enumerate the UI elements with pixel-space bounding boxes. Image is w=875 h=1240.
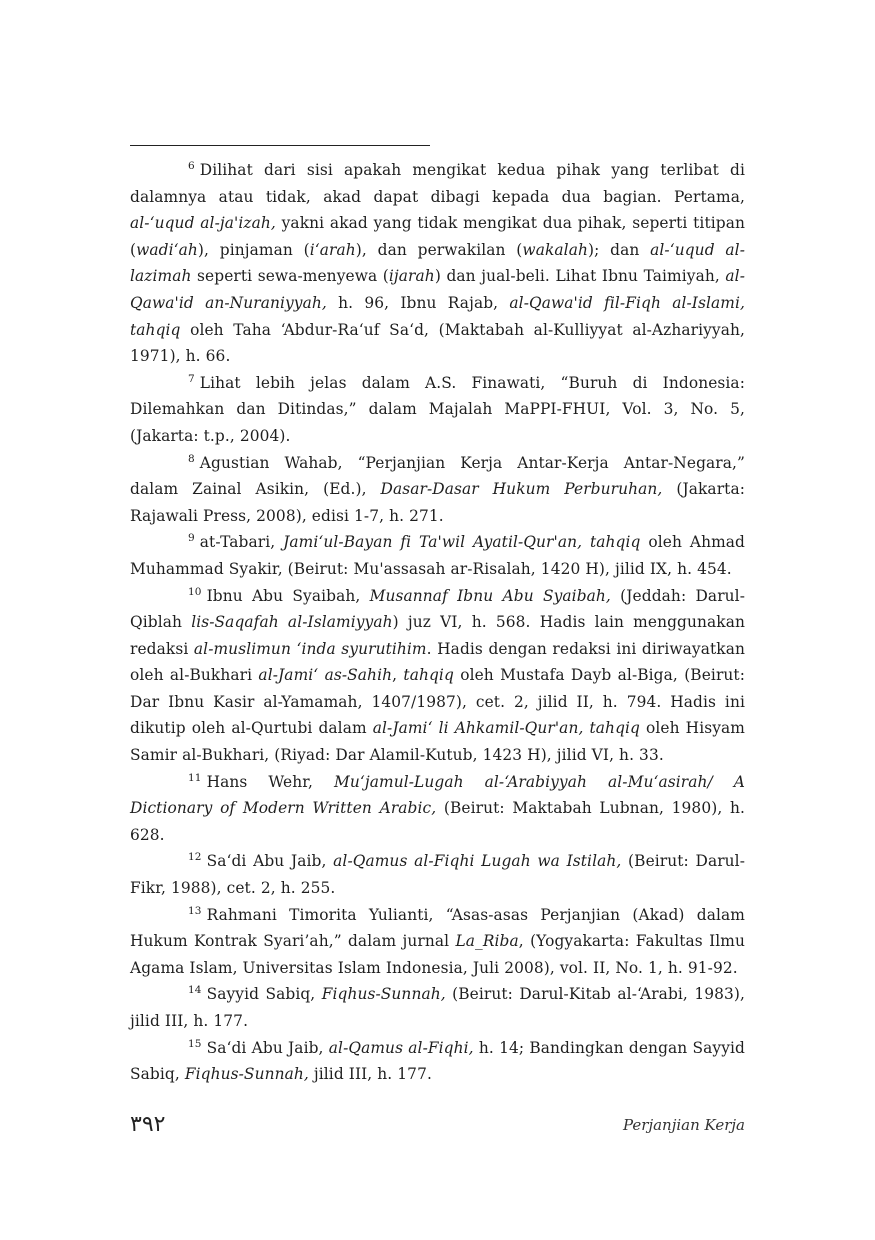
footnote-text: ) dan jual-beli. Lihat Ibnu Taimiyah, [434,267,726,286]
footnote-italic-text: al-Jami‘ as-Sahih [258,666,393,685]
footnote-text: Sa‘di Abu Jaib, [206,852,334,871]
footnote-13 [130,902,745,982]
footnote-8 [130,450,745,530]
page-number: ٣٩٢ [130,1112,166,1137]
footnote-italic-text: al-muslimun ‘inda syurutihim [193,639,427,658]
footnote-12 [130,848,745,901]
footnotes-section [130,157,745,1088]
footnote-text: oleh Hisyam Samir al-Bukhari, (Riyad: Dar Alamil-Kutub, 1423 H), jilid VI, h. 33. [130,719,745,765]
footnote-text: at-Tabari, [199,533,284,552]
footnote-text: ), dan perwakilan ( [355,240,523,259]
footnote-text: Sa‘di Abu Jaib, [206,1038,329,1057]
footnote-text: , (Yogyakarta: Fakultas Ilmu Agama Islam, Universitas Islam Indonesia, Juli 2008), vol. II, No. 1, h. 91-92. [130,932,745,977]
footnote-text: , [392,666,404,685]
footnote-italic-text: Jami‘ul-Bayan fi Ta'wil Ayatil-Qur'an, tahqiq [283,533,641,552]
footnote-7 [130,370,745,450]
footnote-italic-text: wakalah [522,240,588,259]
footnote-text: (Beirut: Maktabah Lubnan, 1980), h. 628. [130,799,745,844]
footnote-number: 9 [188,532,195,545]
footnote-text: Ibnu Abu Syaibah, [206,586,370,605]
footnote-italic-text: ijarah [388,267,435,286]
footnote-text: ); dan [587,240,651,259]
footnote-text: (Beirut: Darul-Kitab al-‘Arabi, 1983), jilid III, h. 177. [130,985,745,1030]
footnote-italic-text: al-Qamus al-Fiqhi Lugah wa Istilah, [333,852,622,871]
footnote-text: Hans Wehr, [206,772,334,791]
footnote-text: oleh Mustafa Dayb al-Biga, (Beirut: Dar Ibnu Kasir al-Yamamah, 1407/1987), cet. 2, jilid II, h. 794. Hadis ini dikutip oleh al-Qurtubi dalam [130,666,745,738]
footnote-italic-text: i‘arah [309,240,356,259]
footnote-text: (Beirut: Darul-Fikr, 1988), cet. 2, h. 255. [130,852,746,898]
footnote-text: oleh Taha ‘Abdur-Ra‘uf Sa‘d, (Maktabah al-Kulliyyat al-Azhariyyah, 1971), h. 66. [130,320,745,366]
footnote-italic-text: al-Jami‘ li Ahkamil-Qur'an, tahqiq [372,719,640,738]
footnote-text: h. 96, Ibnu Rajab, [326,293,510,312]
footnote-number: 7 [188,372,195,385]
footnote-italic-text: Musannaf Ibnu Abu Syaibah, [369,586,611,605]
footnote-text: Rahmani Timorita Yulianti, “Asas-asas Perjanjian (Akad) dalam Hukum Kontrak Syari’ah,” dalam jurnal [130,905,745,951]
footnote-14 [130,981,745,1034]
footnote-text: ) juz VI, h. 568. Hadis lain menggunakan redaksi [130,613,745,658]
footnote-italic-text: al-‘uqud al-lazimah [130,240,745,286]
footnote-italic-text: lis-Saqafah al-Islamiyyah [191,613,393,632]
footnote-text: Agustian Wahab, “Perjanjian Kerja Antar-Kerja Antar-Negara,” dalam Zainal Asikin, (Ed.), [130,453,745,499]
footnote-italic-text: Fiqhus-Sunnah, [321,985,446,1004]
footnote-number: 14 [188,984,202,997]
footnote-number: 11 [188,771,202,784]
footnote-text: h. 14; Bandingkan dengan Sayyid Sabiq, [130,1038,745,1084]
footnote-11 [130,769,745,849]
footnote-9 [130,529,745,582]
footnote-number: 13 [188,904,202,917]
footnote-italic-text: al-Qawa'id an-Nuraniyyah, [130,267,745,312]
footnote-text: (Jakarta: Rajawali Press, 2008), edisi 1-7, h. 271. [130,480,746,525]
footnote-text: ), pinjaman ( [197,240,310,259]
footnote-text: jilid III, h. 177. [308,1065,432,1084]
footnote-number: 8 [188,452,195,465]
footnote-6 [130,157,745,370]
footnote-italic-text: al-‘uqud al-ja'izah, [130,214,276,233]
footnote-italic-text: wadi‘ah [136,240,198,259]
footnote-text: (Jeddah: Darul-Qiblah [130,586,745,632]
running-title: Perjanjian Kerja [623,1116,745,1134]
footnote-separator-rule [130,145,430,146]
footnote-text: Dilihat dari sisi apakah mengikat kedua pihak yang terlibat di dalamnya atau tidak, akad dapat dibagi kepada dua bagian. Pertama, [130,161,745,206]
footnote-number: 12 [188,851,202,864]
footnote-10 [130,583,745,769]
footnote-number: 10 [188,585,202,598]
footnote-italic-text: La_Riba [455,932,519,951]
footnote-text: Lihat lebih jelas dalam A.S. Finawati, “Buruh di Indonesia: Dilemahkan dan Ditindas,” dalam Majalah MaPPI-FHUI, Vol. 3, No. 5, (Jakarta: t.p., 2004). [130,373,745,445]
footnote-text: Sayyid Sabiq, [206,985,322,1004]
footnote-text: seperti sewa-menyewa ( [191,267,389,286]
footnote-italic-text: Mu‘jamul-Lugah al-‘Arabiyyah al-Mu‘asirah/ A Dictionary of Modern Written Arabic, [130,772,745,818]
footnote-text: oleh Ahmad Muhammad Syakir, (Beirut: Mu'assasah ar-Risalah, 1420 H), jilid IX, h. 454. [130,533,746,578]
footnote-italic-text: Fiqhus-Sunnah, [184,1065,309,1084]
footnote-number: 15 [188,1037,202,1050]
footnote-italic-text: tahqiq [403,666,454,685]
footnote-number: 6 [188,160,195,172]
footnote-text: yakni akad yang tidak mengikat dua pihak, seperti titipan ( [130,214,745,259]
footnote-text: . Hadis dengan redaksi ini diriwayatkan oleh al-Bukhari [130,639,745,685]
footnote-italic-text: al-Qamus al-Fiqhi, [328,1038,474,1057]
footnote-15 [130,1035,745,1088]
footnote-italic-text: al-Qawa'id fil-Fiqh al-Islami, tahqiq [130,293,745,339]
footnote-italic-text: Dasar-Dasar Hukum Perburuhan, [380,480,663,499]
